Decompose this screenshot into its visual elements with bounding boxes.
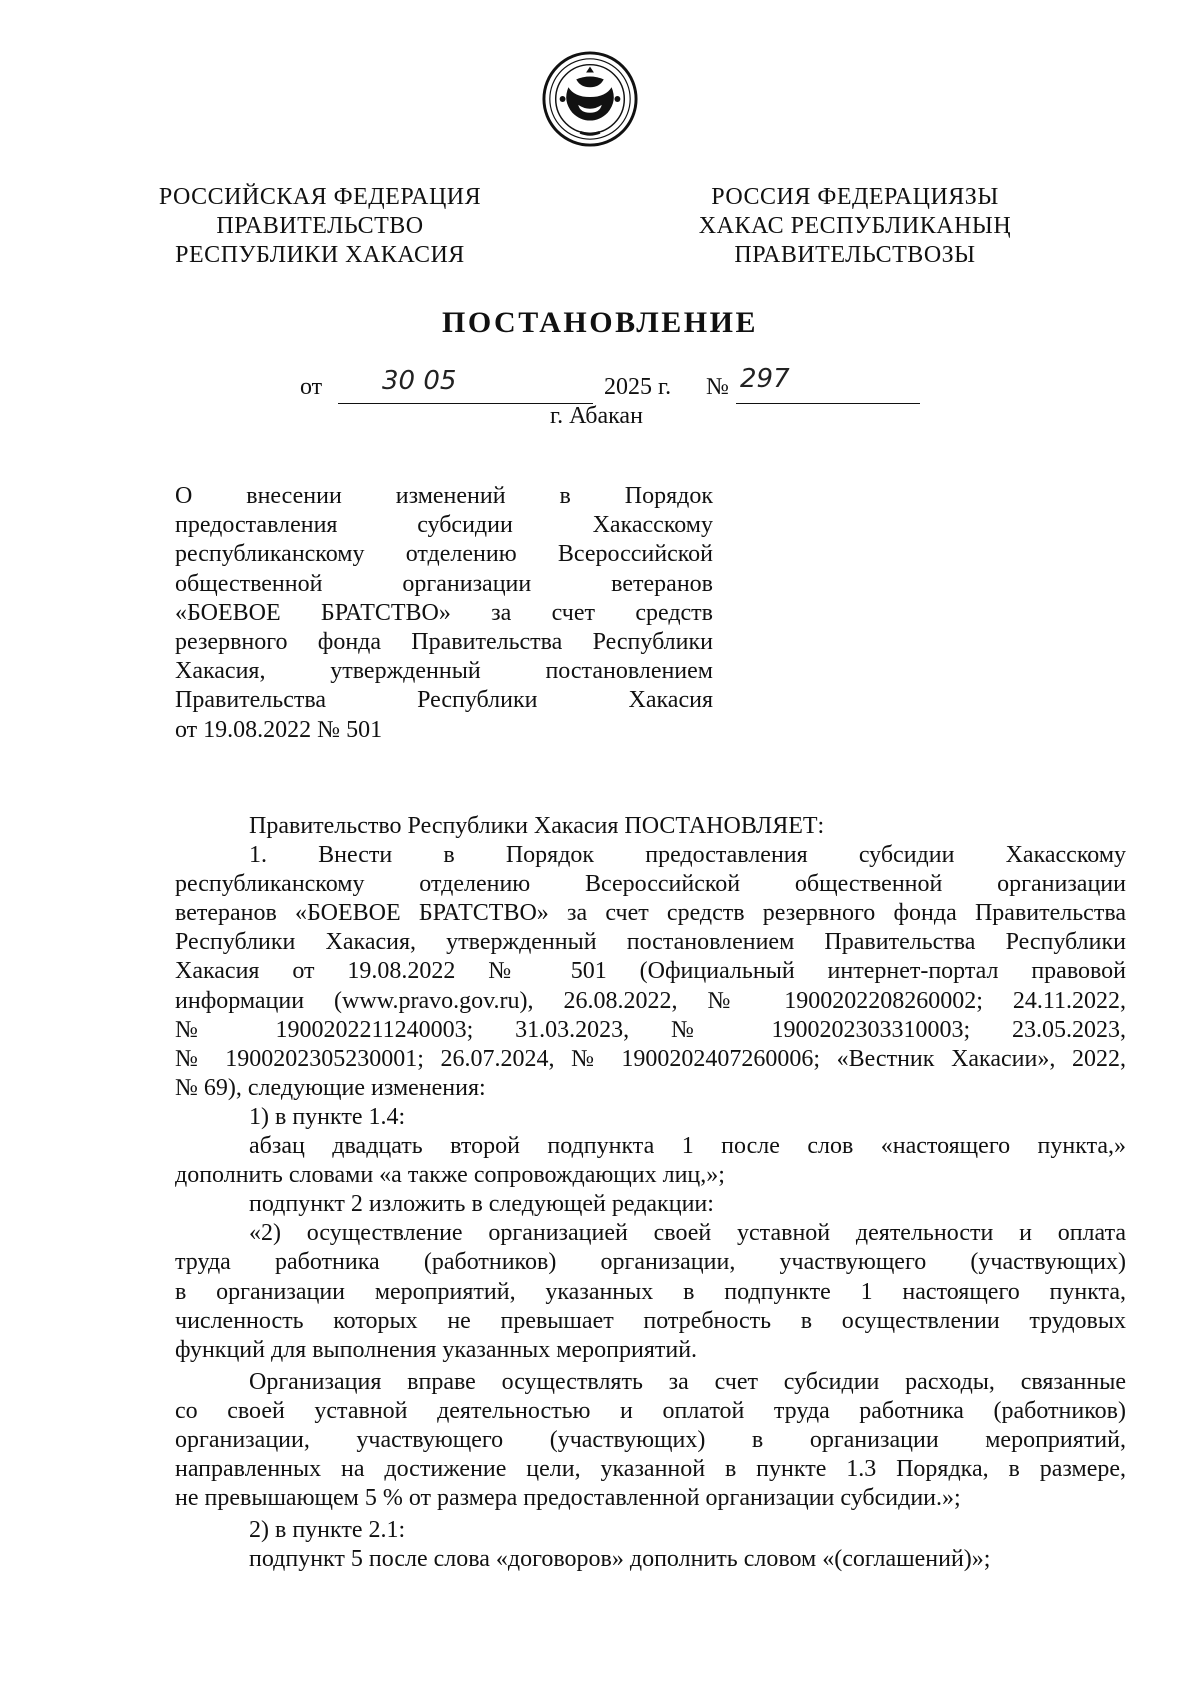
number-label: №: [706, 374, 729, 400]
paragraph-c-line: функций для выполнения указанных мероприятий.: [175, 1336, 698, 1363]
subitem-1: 1) в пункте 1.4:: [249, 1103, 406, 1130]
subject-line: Хакасия, утвержденный постановлением: [175, 658, 713, 685]
document-body: [175, 812, 1126, 1574]
document-subject: [175, 482, 713, 745]
preamble: Правительство Республики Хакасия ПОСТАНОВЛЯЕТ:: [249, 813, 825, 839]
subject-line: резервного фонда Правительства Республики: [175, 629, 713, 656]
subject-line: «БОЕВОЕ БРАТСТВО» за счет средств: [175, 599, 713, 626]
paragraph-d-line: не превышающем 5 % от размера предоставленной организации субсидии.»;: [175, 1485, 961, 1512]
year-label: 2025 г.: [604, 374, 672, 400]
item-1-line: № 69), следующие изменения:: [175, 1074, 486, 1101]
subject-line: от 19.08.2022 № 501: [175, 716, 383, 743]
document-title: ПОСТАНОВЛЕНИЕ: [442, 306, 758, 339]
header-right-line-3: ПРАВИТЕЛЬСТВОЗЫ: [734, 242, 976, 268]
paragraph-d-line: со своей уставной деятельностью и оплатой труда работника (работников): [175, 1397, 1126, 1424]
item-1-line: республиканскому отделению Всероссийской общественной организации: [175, 871, 1126, 898]
paragraph-c-line: труда работника (работников) организации, участвующего (участвующих): [175, 1249, 1126, 1276]
paragraph-c-line: численность которых не превышает потребность в осуществлении трудовых: [175, 1307, 1126, 1334]
subject-line: О внесении изменений в Порядок: [175, 483, 713, 509]
handwritten-number: 297: [740, 364, 790, 394]
header-right: [690, 183, 1020, 270]
paragraph-d: [175, 1368, 1126, 1513]
item-1-line: № 1900202211240003; 31.03.2023, № 1900202303310003; 23.05.2023,: [175, 1016, 1126, 1043]
item-1-line: № 1900202305230001; 26.07.2024, № 1900202407260006; «Вестник Хакасии», 2022,: [175, 1045, 1126, 1072]
paragraph-c: [175, 1219, 1126, 1364]
paragraph-b: подпункт 2 изложить в следующей редакции:: [249, 1191, 714, 1218]
paragraph-e: подпункт 5 после слова «договоров» дополнить словом «(соглашений)»;: [249, 1546, 991, 1573]
paragraph-d-line: организации, участвующего (участвующих) в организации мероприятий,: [175, 1426, 1126, 1453]
subject-line: республиканскому отделению Всероссийской: [175, 541, 713, 568]
item-1-line: информации (www.pravo.gov.ru), 26.08.2022, № 1900202208260002; 24.11.2022,: [175, 987, 1126, 1014]
subject-line: предоставления субсидии Хакасскому: [175, 512, 713, 539]
header-right-line-1: РОССИЯ ФЕДЕРАЦИЯЗЫ: [711, 184, 999, 210]
paragraph-a: [175, 1132, 1126, 1190]
header-left: [150, 183, 490, 270]
paragraph-a-line: дополнить словами «а также сопровождающих лиц,»;: [175, 1162, 725, 1189]
paragraph-d-line: направленных на достижение цели, указанной в пункте 1.3 Порядка, в размере,: [175, 1456, 1126, 1483]
item-1-line: Хакасия от 19.08.2022 № 501 (Официальный интернет-портал правовой: [175, 958, 1126, 985]
date-line: [300, 364, 920, 406]
paragraph-d-line: Организация вправе осуществлять за счет субсидии расходы, связанные: [249, 1368, 1126, 1395]
number-underline: [736, 403, 920, 404]
item-1-line: Республики Хакасия, утвержденный постановлением Правительства Республики: [175, 929, 1126, 956]
header-left-line-3: РЕСПУБЛИКИ ХАКАСИЯ: [175, 242, 465, 268]
coat-of-arms-emblem: [541, 50, 639, 148]
subject-line: общественной организации ветеранов: [175, 570, 713, 597]
header-left-line-1: РОССИЙСКАЯ ФЕДЕРАЦИЯ: [158, 184, 482, 210]
item-1-line: 1. Внести в Порядок предоставления субсидии Хакасскому: [249, 842, 1126, 869]
header-right-line-2: ХАКАС РЕСПУБЛИКАНЫҢ: [698, 213, 1012, 239]
paragraph-c-line: «2) осуществление организацией своей уставной деятельности и оплата: [249, 1220, 1126, 1247]
item-1-line: ветеранов «БОЕВОЕ БРАТСТВО» за счет средств резервного фонда Правительства: [175, 900, 1126, 927]
paragraph-a-line: абзац двадцать второй подпункта 1 после слов «настоящего пункта,»: [249, 1133, 1126, 1160]
subject-line: Правительства Республики Хакасия: [175, 687, 713, 714]
city-label: г. Абакан: [550, 403, 643, 429]
paragraph-c-line: в организации мероприятий, указанных в подпункте 1 настоящего пункта,: [175, 1278, 1126, 1305]
date-from-label: от: [300, 374, 323, 400]
header-left-line-2: ПРАВИТЕЛЬСТВО: [216, 213, 424, 239]
item-1: [175, 841, 1126, 1103]
handwritten-date: 30 05: [382, 366, 457, 396]
subitem-2: 2) в пункте 2.1:: [249, 1517, 406, 1544]
